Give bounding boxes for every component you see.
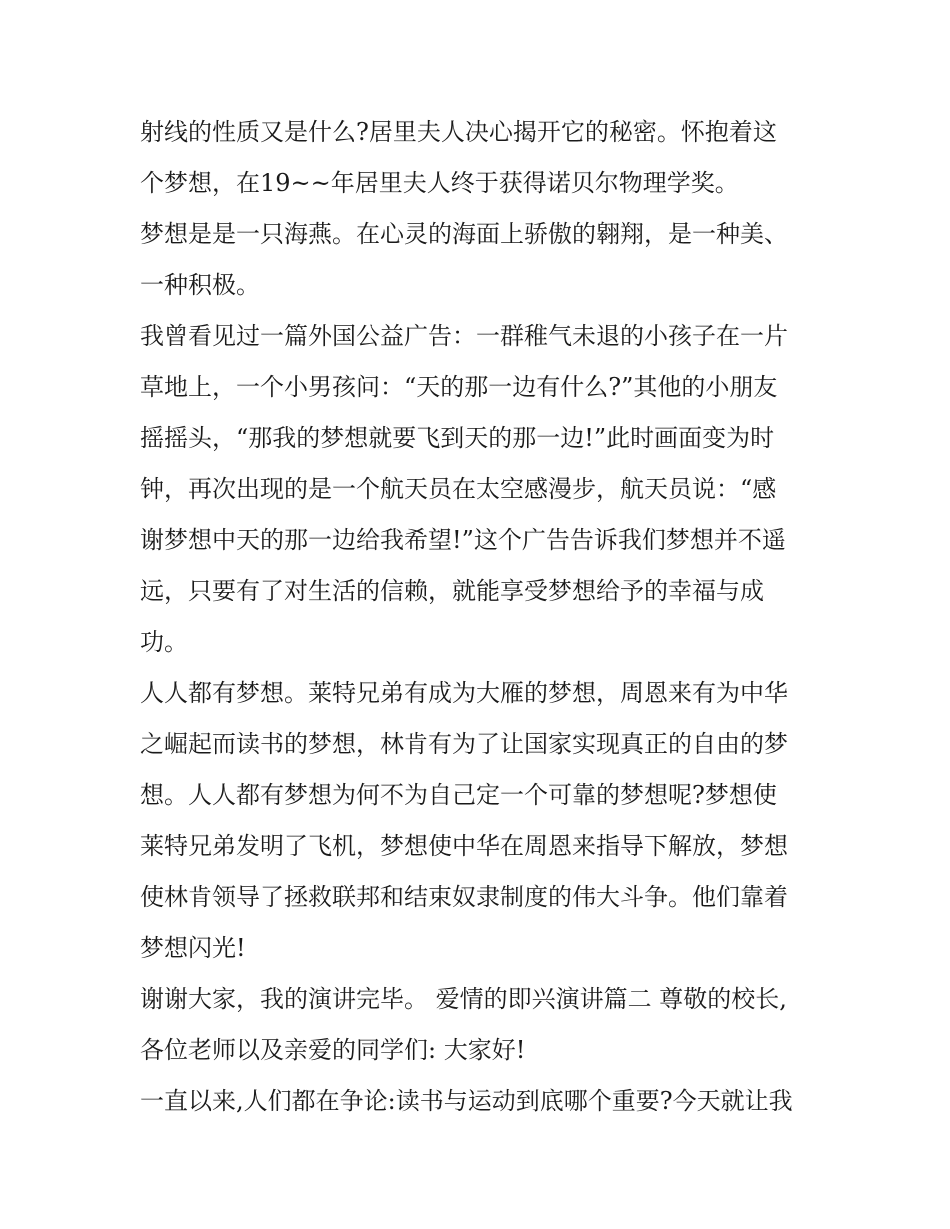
text-line: 梦想是是一只海燕。在心灵的海面上骄傲的翱翔，是一种美、	[140, 220, 788, 248]
text-line: 之崛起而读书的梦想，林肯有为了让国家实现真正的自由的梦	[140, 730, 788, 758]
text-line: 远，只要有了对生活的信赖，就能享受梦想给予的幸福与成	[140, 577, 764, 605]
text-line: 人人都有梦想。莱特兄弟有成为大雁的梦想，周恩来有为中华	[140, 679, 788, 707]
text-line: 谢谢大家，我的演讲完毕。 爱情的即兴演讲篇二 尊敬的校长,	[140, 985, 787, 1013]
text-line: 我曾看见过一篇外国公益广告：一群稚气未退的小孩子在一片	[140, 322, 788, 350]
text-line: 使林肯领导了拯救联邦和结束奴隶制度的伟大斗争。他们靠着	[140, 883, 788, 911]
text-line: 梦想闪光!	[140, 934, 246, 962]
text-line: 钟，再次出现的是一个航天员在太空感漫步，航天员说：“感	[140, 475, 777, 503]
text-line: 一种积极。	[140, 271, 260, 299]
text-line: 摇摇头，“那我的梦想就要飞到天的那一边!”此时画面变为时	[140, 424, 775, 452]
text-line: 莱特兄弟发明了飞机，梦想使中华在周恩来指导下解放，梦想	[140, 832, 788, 860]
text-line: 各位老师以及亲爱的同学们: 大家好!	[140, 1036, 526, 1064]
text-line: 一直以来,人们都在争论:读书与运动到底哪个重要?今天就让我	[140, 1087, 793, 1115]
document-body	[140, 107, 820, 1127]
text-line: 草地上，一个小男孩问：“天的那一边有什么?”其他的小朋友	[140, 373, 778, 401]
text-line: 谢梦想中天的那一边给我希望!”这个广告告诉我们梦想并不遥	[140, 526, 786, 554]
text-line: 射线的性质又是什么?居里夫人决心揭开它的秘密。怀抱着这	[140, 118, 777, 146]
text-line: 个梦想，在19~~年居里夫人终于获得诺贝尔物理学奖。	[140, 169, 739, 197]
text-line: 想。人人都有梦想为何不为自己定一个可靠的梦想呢?梦想使	[140, 781, 777, 809]
text-line: 功。	[140, 628, 188, 656]
